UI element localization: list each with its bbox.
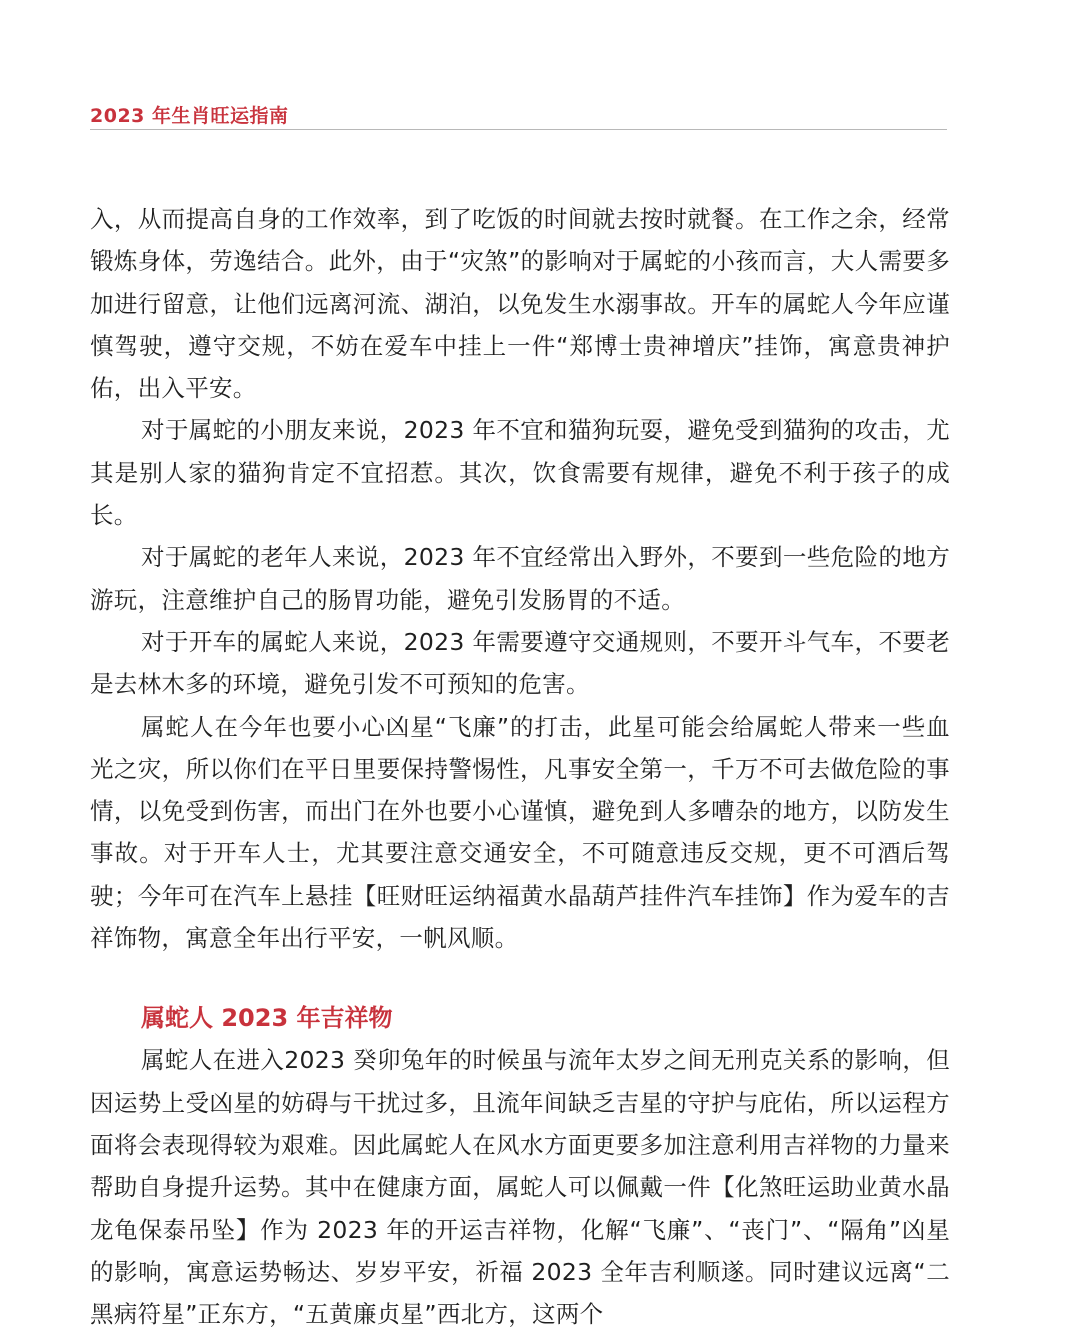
- section-paragraph: 属蛇人在进入2023 癸卯兔年的时候虽与流年太岁之间无刑克关系的影响，但因运势上受凶星的妨碍与干扰过多，且流年间缺乏吉星的守护与庇佑，所以运程方面将会表现得较为艰难。因此属蛇人在风水方面更要多加注意利用吉祥物的力量来帮助自身提升运势。其中在健康方面，属蛇人可以佩戴一件【化煞旺运助业黄水晶龙龟保泰吊坠】作为 2023 年的开运吉祥物，化解“飞廉”、“丧门”、“隔角”凶星的影响，寓意运势畅达、岁岁平安，祈福 2023 全年吉利顺遂。同时建议远离“二黑病符星”正东方，“五黄廉贞星”西北方，这两个: [90, 1046, 950, 1329]
- body-paragraph: 对于属蛇的老年人来说，2023 年不宜经常出入野外，不要到一些危险的地方游玩，注意维护自己的肠胃功能，避免引发肠胃的不适。: [90, 543, 950, 614]
- section-heading: 属蛇人 2023 年吉祥物: [141, 1004, 393, 1033]
- header-divider: [90, 129, 947, 130]
- running-header: 2023 年生肖旺运指南: [90, 105, 289, 127]
- body-paragraph: 属蛇人在今年也要小心凶星“飞廉”的打击，此星可能会给属蛇人带来一些血光之灾，所以你们在平日里要保持警惕性，凡事安全第一，千万不可去做危险的事情，以免受到伤害，而出门在外也要小心谨慎，避免到人多嘈杂的地方，以防发生事故。对于开车人士，尤其要注意交通安全，不可随意违反交规，更不可酒后驾驶；今年可在汽车上悬挂【旺财旺运纳福黄水晶葫芦挂件汽车挂饰】作为爱车的吉祥饰物，寓意全年出行平安，一帆风顺。: [90, 712, 950, 953]
- body-paragraph: 入，从而提高自身的工作效率，到了吃饭的时间就去按时就餐。在工作之余，经常锻炼身体，劳逸结合。此外，由于“灾煞”的影响对于属蛇的小孩而言，大人需要多加进行留意，让他们远离河流、湖泊，以免发生水溺事故。开车的属蛇人今年应谨慎驾驶，遵守交规，不妨在爱车中挂上一件“郑博士贵神增庆”挂饰，寓意贵神护佑，出入平安。: [90, 205, 950, 403]
- article-body: [90, 198, 950, 1335]
- body-paragraph: 对于开车的属蛇人来说，2023 年需要遵守交通规则，不要开斗气车，不要老是去林木多的环境，避免引发不可预知的危害。: [90, 627, 950, 699]
- body-paragraph: 对于属蛇的小朋友来说，2023 年不宜和猫狗玩耍，避免受到猫狗的攻击，尤其是别人家的猫狗肯定不宜招惹。其次，饮食需要有规律，避免不利于孩子的成长。: [90, 416, 950, 530]
